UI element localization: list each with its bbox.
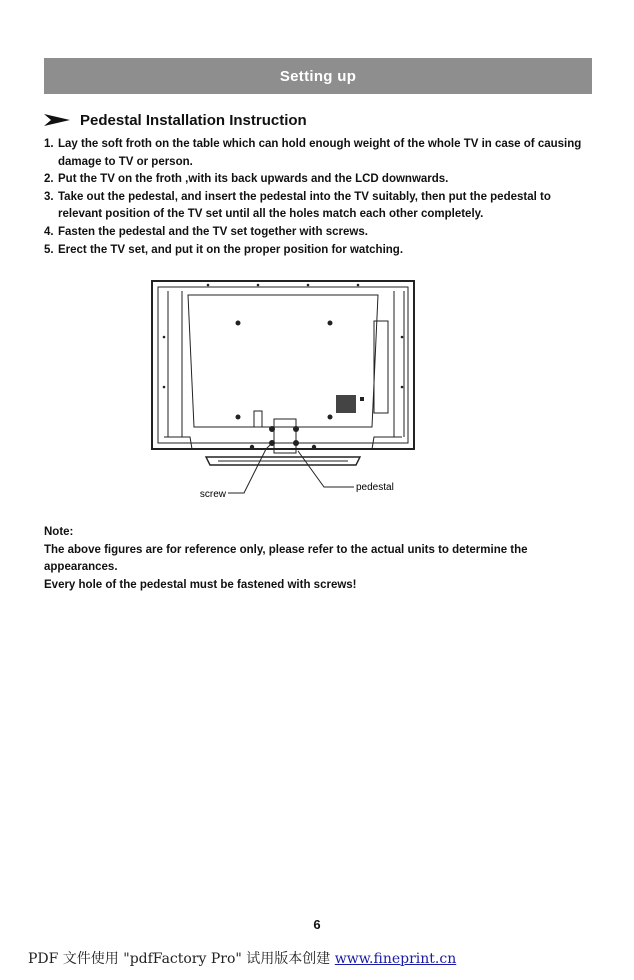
mount-hole	[236, 321, 241, 326]
tv-pedestal-diagram	[148, 277, 418, 497]
instruction-step	[44, 189, 596, 224]
screw-hole	[269, 426, 275, 432]
arrow-bullet-icon	[44, 114, 70, 126]
step-text: Fasten the pedestal and the TV set together with screws.	[58, 225, 368, 238]
rear-connector-block	[336, 395, 356, 413]
pedestal-label: pedestal	[356, 482, 394, 493]
instruction-step	[44, 224, 596, 242]
instruction-list	[44, 136, 596, 259]
note-heading: Note:	[44, 526, 74, 538]
step-number: 1.	[44, 138, 54, 150]
page-number: 6	[313, 917, 321, 932]
pdf-footer	[28, 948, 456, 968]
instruction-step	[44, 242, 596, 260]
section-title	[44, 110, 307, 130]
step-number: 2.	[44, 173, 54, 186]
step-text: Take out the pedestal, and insert the pedestal into the TV suitably, then put the pedestal to relevant position of the TV set until all the holes match each other completely.	[58, 190, 551, 221]
step-number: 5.	[44, 243, 54, 256]
instruction-step	[44, 136, 596, 171]
screw-label: screw	[199, 489, 226, 497]
instruction-step	[44, 171, 596, 189]
mount-hole	[236, 415, 241, 420]
screw-hole	[293, 426, 299, 432]
header-title: Setting up	[279, 67, 357, 85]
footer-link[interactable]: www.fineprint.cn	[334, 951, 457, 967]
mount-hole	[328, 415, 333, 420]
label-sticker	[254, 411, 262, 427]
mount-hole	[328, 321, 333, 326]
screw-leader-line	[228, 443, 272, 493]
note-block	[44, 524, 604, 594]
section-header-bar	[44, 58, 592, 94]
step-text: Put the TV on the froth ,with its back upwards and the LCD downwards.	[58, 173, 449, 186]
step-number: 4.	[44, 225, 54, 238]
note-line: Every hole of the pedestal must be fastened with screws!	[44, 578, 357, 591]
tv-inner-frame	[158, 287, 408, 443]
step-number: 3.	[44, 190, 54, 203]
footer-text: PDF 文件使用 "pdfFactory Pro" 试用版本创建	[28, 951, 335, 967]
step-text: Lay the soft froth on the table which can hold enough weight of the whole TV in case of causing damage to TV or person.	[58, 138, 582, 168]
pedestal-neck	[274, 419, 296, 453]
section-title-text: Pedestal Installation Instruction	[80, 111, 307, 129]
screw-hole	[293, 440, 299, 446]
note-line: The above figures are for reference only, please refer to the actual units to determine the appearances.	[44, 543, 528, 573]
step-text: Erect the TV set, and put it on the proper position for watching.	[58, 243, 404, 256]
